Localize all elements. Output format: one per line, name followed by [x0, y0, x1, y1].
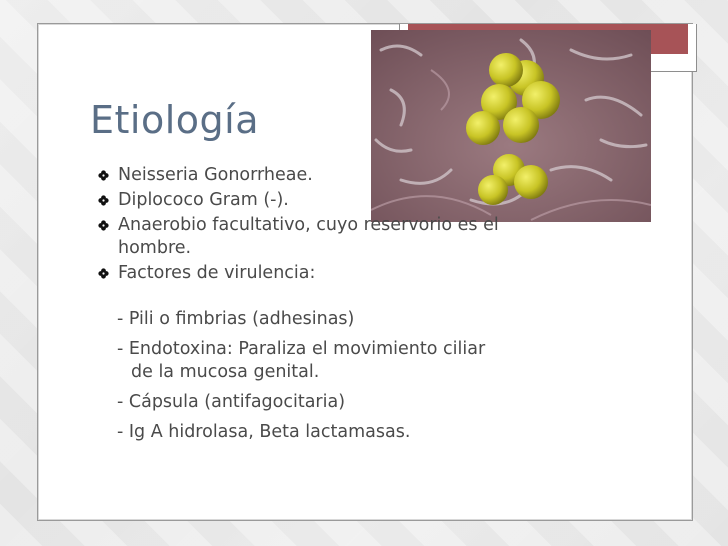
- sub-item-text: - Ig A hidrolasa, Beta lactamasas.: [117, 422, 411, 442]
- four-petal-bullet-icon: [98, 195, 109, 206]
- four-petal-bullet-icon: [98, 268, 109, 279]
- list-item: [117, 391, 577, 414]
- list-item: [98, 262, 568, 285]
- bullet-list: [98, 164, 568, 287]
- list-item: [98, 164, 568, 187]
- sub-item-text: - Pili o fimbrias (adhesinas): [117, 309, 355, 329]
- list-item: [98, 214, 568, 260]
- list-item: [98, 189, 568, 212]
- four-petal-bullet-icon: [98, 220, 109, 231]
- list-item: [117, 421, 577, 444]
- list-item: [117, 308, 577, 331]
- bullet-text: Diplococo Gram (-).: [118, 190, 289, 210]
- sub-item-text: - Endotoxina: Paraliza el movimiento ciliar: [117, 339, 486, 359]
- bullet-text: Anaerobio facultativo, cuyo reservorio es el hombre.: [118, 215, 499, 258]
- list-item: [117, 338, 577, 384]
- four-petal-bullet-icon: [98, 170, 109, 181]
- virulence-factor-list: [117, 308, 577, 451]
- sub-item-continuation: de la mucosa genital.: [131, 362, 320, 382]
- slide-title: Etiología: [90, 98, 259, 142]
- bullet-text: Neisseria Gonorrheae.: [118, 165, 313, 185]
- sub-item-text: - Cápsula (antifagocitaria): [117, 392, 346, 412]
- bullet-text: Factores de virulencia:: [118, 263, 316, 283]
